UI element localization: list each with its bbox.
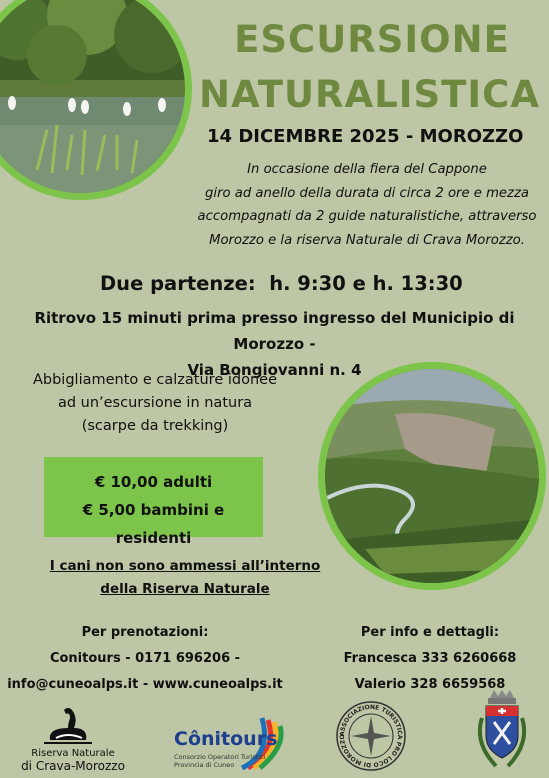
gear-line: Abbigliamento e calzature idonee (32, 372, 277, 388)
info-contacts (320, 620, 540, 698)
intro-line: Morozzo e la riserva Naturale di Crava Morozzo. (209, 232, 525, 248)
reserve-line: Riserva Naturale (31, 748, 115, 759)
gear-line: ad un’escursione in natura (57, 395, 253, 411)
price-kids: € 5,00 bambini e residenti (82, 501, 225, 547)
egrets-river-photo (0, 0, 192, 200)
intro-line: accompagnati da 2 guide naturalistiche, attraverso (197, 209, 537, 224)
intro-line: giro ad anello della durata di circa 2 ore e mezza (205, 185, 529, 201)
departure-times: Due partenze: h. 9:30 e h. 13:30 (100, 272, 463, 295)
booking-heading: Per prenotazioni: (81, 625, 209, 640)
conitours-subtitle (174, 753, 266, 769)
svg-text:ASSOCIAZIONE TURISTICA PRO LOC: ASSOCIAZIONE TURISTICA PRO LOCO DI MOROZZO (338, 703, 404, 769)
price-box (44, 457, 263, 547)
booking-info (0, 620, 290, 698)
info-heading: Per info e dettagli: (360, 625, 500, 640)
morozzo-coat-of-arms-icon (472, 688, 532, 774)
aerial-town-photo (318, 362, 546, 590)
title-line-1: ESCURSIONE (234, 18, 510, 61)
conitours-name: Cônitours (174, 728, 278, 750)
info-francesca: Francesca 333 6260668 (343, 651, 517, 666)
meeting-line: Via Bongiovanni n. 4 (187, 361, 362, 379)
dogs-notice (40, 555, 330, 601)
event-date-place: 14 DICEMBRE 2025 - MOROZZO (207, 126, 524, 147)
booking-phone: Conitours - 0171 696206 - (49, 651, 241, 666)
conitours-sub-line: Provincia di Cuneo (174, 761, 235, 769)
reserve-logo-text (18, 748, 128, 772)
proloco-seal (335, 700, 407, 772)
intro-line: In occasione della fiera del Cappone (247, 162, 487, 177)
dogs-line: I cani non sono ammessi all’interno (49, 558, 321, 574)
gear-advice (20, 369, 290, 438)
meeting-line: Ritrovo 15 minuti prima presso ingresso del Municipio di Morozzo - (34, 309, 515, 353)
conitours-sub-line: Consorzio Operatori Turistici (174, 753, 266, 761)
booking-web: info@cuneoalps.it - www.cuneoalps.it (7, 677, 283, 692)
conitours-logo (168, 716, 288, 776)
swan-logo-icon (38, 698, 98, 748)
title-line-2: NATURALISTICA (199, 73, 540, 116)
reserve-line: di Crava-Morozzo (21, 759, 125, 773)
intro-text (185, 158, 549, 252)
price-adults: € 10,00 adulti (94, 473, 213, 491)
gear-line: (scarpe da trekking) (81, 418, 229, 434)
dogs-line: della Riserva Naturale (100, 581, 270, 597)
info-valerio: Valerio 328 6659568 (354, 677, 506, 692)
